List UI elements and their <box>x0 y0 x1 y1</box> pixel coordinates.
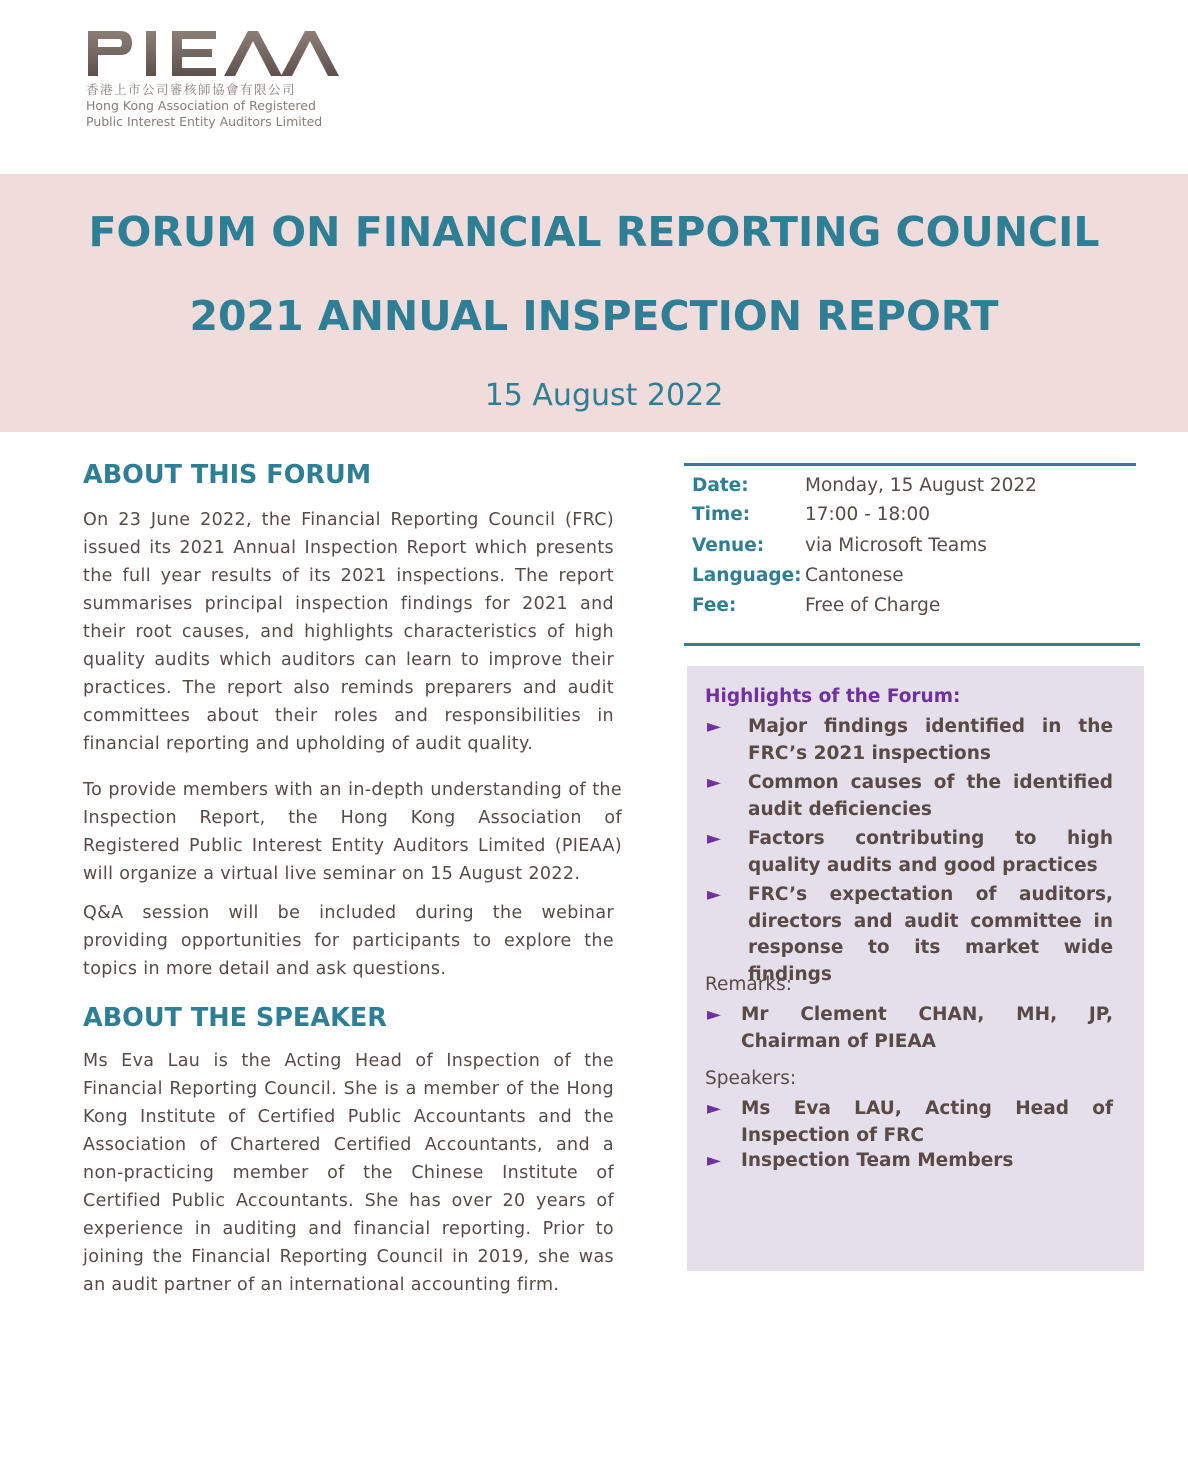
highlight-item: FRC’s expectation of auditors, directors and audit committee in response to its market wide findings <box>748 884 1113 985</box>
pieaa-wordmark-logo <box>86 28 340 78</box>
time-label: Time: <box>692 504 751 525</box>
bullet-arrow-icon: ► <box>707 884 721 905</box>
info-top-rule <box>684 463 1136 466</box>
highlights-heading: Highlights of the Forum: <box>705 686 961 707</box>
info-row-venue <box>692 535 987 556</box>
about-speaker-paragraph: Ms Eva Lau is the Acting Head of Inspection of the Financial Reporting Council. She is a member of the Hong Kong Institute of Certified Public Accountants and the Association of Chartered Certified Accountants, and a non-practicing member of the Chinese Institute of Certified Public Accountants. She has over 20 years of experience in auditing and financial reporting. Prior to joining the Financial Reporting Council in 2019, she was an audit partner of an international accounting firm. <box>83 1051 614 1295</box>
bullet-arrow-icon: ► <box>707 828 721 849</box>
remarks-heading: Remarks: <box>705 974 792 995</box>
about-forum-paragraph-1: On 23 June 2022, the Financial Reporting Council (FRC) issued its 2021 Annual Inspection Report which presents the full year results of its 2021 inspections. The report summarises principal inspection findings for 2021 and their root causes, and highlights characteristics of high quality audits which auditors can learn to improve their practices. The report also reminds preparers and audit committees about their roles and responsibilities in financial reporting and upholding of audit quality. <box>83 510 614 754</box>
info-bottom-rule <box>684 643 1140 646</box>
date-label: Date: <box>692 475 749 496</box>
language-label: Language: <box>692 565 802 586</box>
about-speaker-heading-wrap <box>83 1003 387 1033</box>
time-value: 17:00 - 18:00 <box>805 504 931 525</box>
banner-title-line1: FORUM ON FINANCIAL REPORTING COUNCIL <box>88 208 1100 256</box>
highlights-box <box>687 666 1144 1271</box>
speakers-heading: Speakers: <box>705 1068 797 1089</box>
logo-english-name-line2: Public Interest Entity Auditors Limited <box>86 114 323 129</box>
logo-english-name-line1: Hong Kong Association of Registered <box>86 98 316 113</box>
venue-value: via Microsoft Teams <box>805 535 987 556</box>
about-forum-heading-wrap <box>83 460 371 490</box>
bullet-arrow-icon: ► <box>707 1150 721 1171</box>
fee-label: Fee: <box>692 595 737 616</box>
logo <box>86 28 346 130</box>
about-forum-paragraph-2: To provide members with an in-depth understanding of the Inspection Report, the Hong Kong Association of Registered Public Interest Entity Auditors Limited (PIEAA) will organize a virtual live seminar on 15 August 2022. <box>83 780 622 884</box>
fee-value: Free of Charge <box>805 595 941 616</box>
speaker-item: Inspection Team Members <box>741 1150 1014 1171</box>
remarks-item: Mr Clement CHAN, MH, JP, Chairman of PIEAA <box>741 1004 1113 1052</box>
bullet-arrow-icon: ► <box>707 1098 721 1119</box>
banner-title-line2: 2021 ANNUAL INSPECTION REPORT <box>189 292 999 340</box>
date-value: Monday, 15 August 2022 <box>805 475 1037 496</box>
bullet-arrow-icon: ► <box>707 1004 721 1025</box>
highlight-item: Major findings identified in the FRC’s 2021 inspections <box>748 716 1113 764</box>
language-value: Cantonese <box>805 565 904 586</box>
about-speaker-heading: ABOUT THE SPEAKER <box>83 1003 387 1033</box>
info-row-language <box>692 565 904 586</box>
highlight-item: Factors contributing to high quality audits and good practices <box>748 828 1113 876</box>
info-row-fee <box>692 595 940 616</box>
bullet-arrow-icon: ► <box>707 772 721 793</box>
bullet-arrow-icon: ► <box>707 716 721 737</box>
highlight-item: Common causes of the identified audit deficiencies <box>748 772 1113 820</box>
title-banner <box>0 174 1188 432</box>
venue-label: Venue: <box>692 535 765 556</box>
banner-date: 15 August 2022 <box>484 378 724 413</box>
logo-chinese-name: 香港上市公司審核師協會有限公司 <box>86 82 297 97</box>
about-forum-paragraph-3: Q&A session will be included during the webinar providing opportunities for participants to explore the topics in more detail and ask questions. <box>83 903 614 979</box>
info-row-date <box>692 475 1037 496</box>
speaker-item: Ms Eva LAU, Acting Head of Inspection of FRC <box>741 1098 1113 1146</box>
info-row-time <box>692 504 930 525</box>
about-forum-heading: ABOUT THIS FORUM <box>83 460 372 490</box>
